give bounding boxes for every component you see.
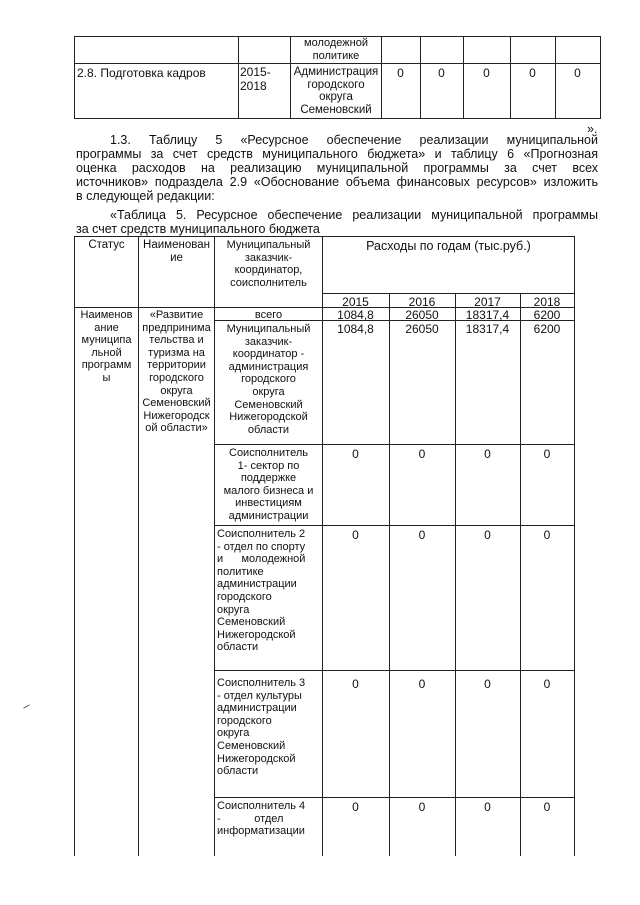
coexecutor-4-value: 0 [484, 800, 491, 814]
total-value: 26050 [405, 308, 439, 322]
customer-value: 26050 [405, 322, 439, 336]
table5-rule [214, 797, 575, 798]
paragraph-line: 1.3. Таблицу 5 «Ресурсное обеспечение реализации муниципальной [110, 133, 598, 147]
table-title-line: «Таблица 5. Ресурсное обеспечение реализации муниципальной программы [110, 208, 598, 222]
coexecutor-3-value: 0 [352, 677, 359, 691]
table5-rule [214, 444, 575, 445]
year-header: 2017 [474, 295, 501, 309]
coexecutor-2-value: 0 [418, 528, 426, 542]
customer-value: 6200 [533, 322, 561, 336]
row-value: 0 [529, 66, 536, 80]
paragraph-line: оценка расходов на реализацию муниципальной программы за счет всех [76, 161, 598, 175]
program-name-cell: «Развитие предпринима тельства и туризма на территории городского округа Семеновский Нижегородск ой области» [142, 309, 211, 435]
table5-rule [520, 293, 521, 856]
table5-rule [74, 236, 575, 237]
table5-rule [214, 670, 575, 671]
coexecutor-3-value: 0 [418, 677, 426, 691]
coexecutor-4-value: 0 [352, 800, 359, 814]
year-header: 2015 [342, 295, 369, 309]
top-table-rule [74, 36, 75, 118]
row-label-coexecutor-4: Соисполнитель 4 - отдел информатизации [217, 800, 306, 838]
coexecutor-3-value: 0 [484, 677, 491, 691]
coexecutor-1-value: 0 [418, 447, 426, 461]
year-header: 2016 [408, 295, 436, 309]
customer-value: 1084,8 [337, 322, 374, 336]
row-executor: Администрация городского округа Семеновский [293, 66, 379, 116]
paragraph-line: источников» подраздела 2.9 «Обоснование объема финансовых ресурсов» изложить [76, 175, 598, 189]
header-name: Наименован ие [143, 239, 210, 264]
status-cell: Наименов ание муниципа льной программ ы [80, 309, 133, 384]
header-expenses: Расходы по годам (тыс.руб.) [366, 239, 531, 253]
top-table-rule [74, 63, 601, 64]
table5-rule [389, 293, 390, 856]
table5-rule [214, 525, 575, 526]
row-value: 0 [438, 66, 445, 80]
coexecutor-2-value: 0 [543, 528, 551, 542]
row-label-coexecutor-1: Соисполнитель 1- сектор по поддержке малого бизнеса и инвестициям администрации [223, 447, 314, 522]
customer-value: 18317,4 [465, 322, 510, 336]
top-table-rule [600, 36, 601, 118]
prev-row-executor: молодежной политике [304, 37, 368, 62]
coexecutor-3-value: 0 [543, 677, 551, 691]
coexecutor-2-value: 0 [484, 528, 491, 542]
coexecutor-1-value: 0 [352, 447, 359, 461]
row-years: 2015- 2018 [240, 65, 271, 93]
scan-mark [23, 704, 30, 708]
table5-rule [322, 293, 575, 294]
row-label-total: всего [254, 309, 283, 321]
coexecutor-2-value: 0 [352, 528, 359, 542]
total-value: 18317,4 [465, 308, 510, 322]
total-value: 1084,8 [337, 308, 374, 322]
row-value: 0 [397, 66, 404, 80]
row-label-coexecutor-3: Соисполнитель 3 - отдел культуры администрации городского округа Семеновский Нижегородской области [217, 677, 306, 778]
row-label-customer: Муниципальный заказчик- координатор - администрация городского округа Семеновский Нижегородской области [226, 323, 311, 436]
year-header: 2018 [533, 295, 561, 309]
row-value: 0 [574, 66, 581, 80]
header-customer: Муниципальный заказчик- координатор, соисполнитель [226, 239, 311, 289]
row-label-coexecutor-2: Соисполнитель 2 - отдел по спорту и молодежной политике администрации городского округа Семеновский Нижегородской области [217, 528, 306, 654]
closing-quote: ». [587, 122, 598, 136]
coexecutor-1-value: 0 [484, 447, 491, 461]
coexecutor-4-value: 0 [543, 800, 551, 814]
row-label: 2.8. Подготовка кадров [77, 66, 206, 80]
table-title-line: за счет средств муниципального бюджета [76, 222, 320, 236]
paragraph-line: программы за счет средств муниципального бюджета» и таблицу 6 «Прогнозная [76, 147, 598, 161]
table5-rule [455, 293, 456, 856]
coexecutor-4-value: 0 [418, 800, 426, 814]
top-table-rule [74, 118, 601, 119]
row-value: 0 [483, 66, 490, 80]
table5-rule [574, 236, 575, 856]
coexecutor-1-value: 0 [543, 447, 551, 461]
header-status: Статус [88, 239, 125, 251]
total-value: 6200 [533, 308, 561, 322]
paragraph-line: в следующей редакции: [76, 189, 215, 203]
top-table-rule [238, 36, 239, 118]
